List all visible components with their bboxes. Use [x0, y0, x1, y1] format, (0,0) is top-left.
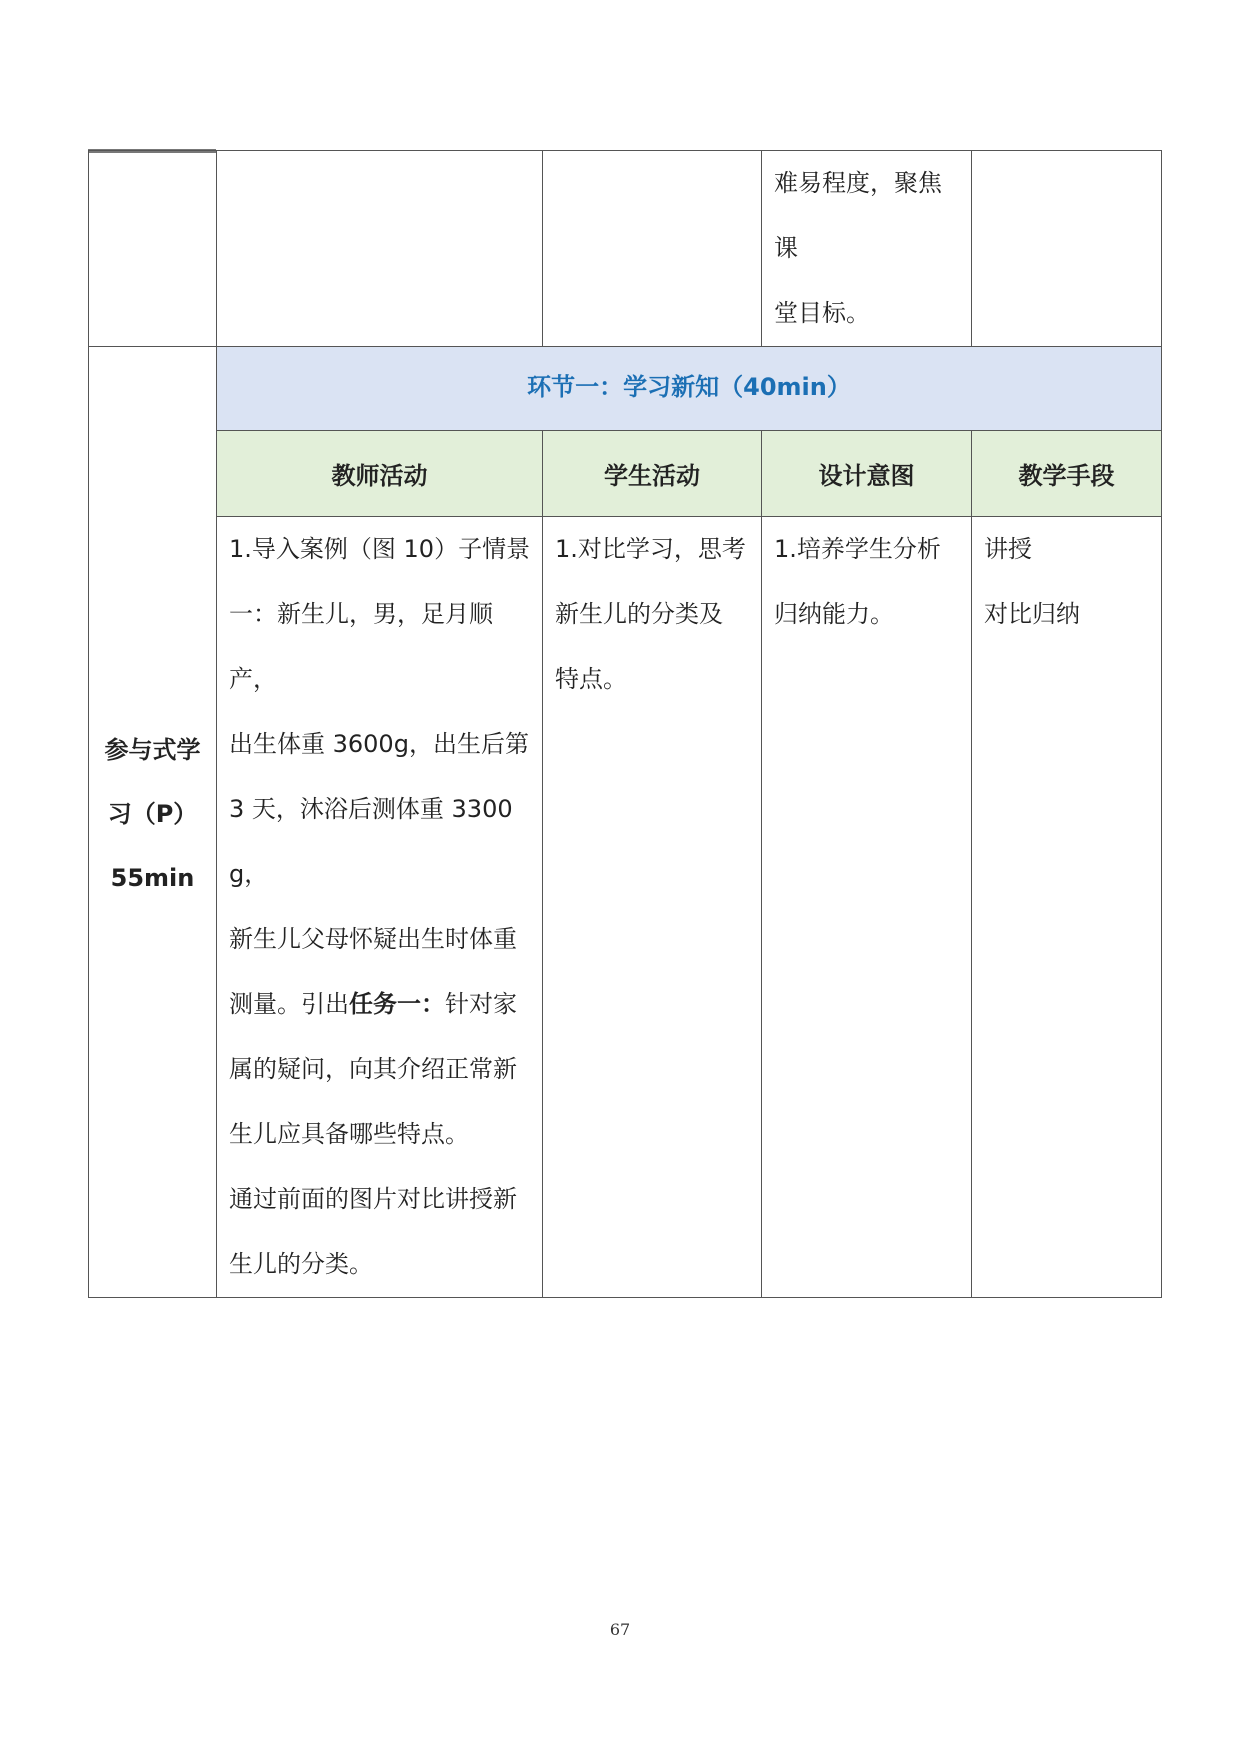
header-design-intent: 设计意图 [762, 431, 972, 517]
phase-label-line: 参与式学 [104, 736, 201, 764]
means-line: 对比归纳 [984, 600, 1080, 628]
continuation-side-cell [89, 151, 217, 347]
phase-label-cell [89, 347, 217, 1298]
page-number: 67 [609, 1620, 631, 1639]
continuation-means-cell [972, 151, 1162, 347]
teaching-means-cell [972, 517, 1162, 1298]
continuation-teacher-cell [217, 151, 543, 347]
task-suffix: 针对家 [445, 990, 517, 1018]
teacher-line-task [229, 972, 532, 1037]
continuation-row [89, 151, 1162, 347]
intent-line: 堂目标。 [774, 299, 870, 327]
teacher-line: 3 天，沐浴后测体重 3300g， [229, 795, 513, 888]
teacher-line: 属的疑问，向其介绍正常新 [229, 1055, 517, 1083]
section-row [89, 347, 1162, 431]
section-title-cell [217, 347, 1162, 431]
student-line: 特点。 [555, 665, 627, 693]
content-row [89, 517, 1162, 1298]
student-line: 1.对比学习，思考 [555, 535, 746, 563]
phase-label-line: 习（P） [107, 800, 198, 828]
header-teaching-means: 教学手段 [972, 431, 1162, 517]
student-activity-cell [543, 517, 762, 1298]
means-line: 讲授 [984, 535, 1032, 563]
teacher-line: 1.导入案例（图 10）子情景 [229, 535, 531, 563]
teacher-line: 生儿应具备哪些特点。 [229, 1120, 469, 1148]
design-intent-cell [762, 517, 972, 1298]
design-line: 1.培养学生分析 [774, 535, 941, 563]
design-line: 归纳能力。 [774, 600, 894, 628]
continuation-intent-cell [762, 151, 972, 347]
intent-line: 难易程度，聚焦课 [774, 169, 942, 262]
header-teacher-activity: 教师活动 [217, 431, 543, 517]
teacher-line: 通过前面的图片对比讲授新 [229, 1185, 517, 1213]
header-student-activity: 学生活动 [543, 431, 762, 517]
teacher-line: 一：新生儿，男，足月顺产， [229, 600, 493, 693]
task-prefix: 测量。引出 [229, 990, 349, 1018]
header-row [89, 431, 1162, 517]
teacher-line: 新生儿父母怀疑出生时体重 [229, 925, 517, 953]
phase-duration: 55min [110, 864, 195, 892]
teacher-line: 生儿的分类。 [229, 1250, 373, 1278]
section-title: 环节一：学习新知（40min） [527, 373, 851, 401]
lesson-plan-table [88, 150, 1162, 1298]
teacher-activity-cell [217, 517, 543, 1298]
continuation-student-cell [543, 151, 762, 347]
student-line: 新生儿的分类及 [555, 600, 723, 628]
teacher-line: 出生体重 3600g，出生后第 [229, 730, 529, 758]
task-label: 任务一： [349, 990, 445, 1018]
